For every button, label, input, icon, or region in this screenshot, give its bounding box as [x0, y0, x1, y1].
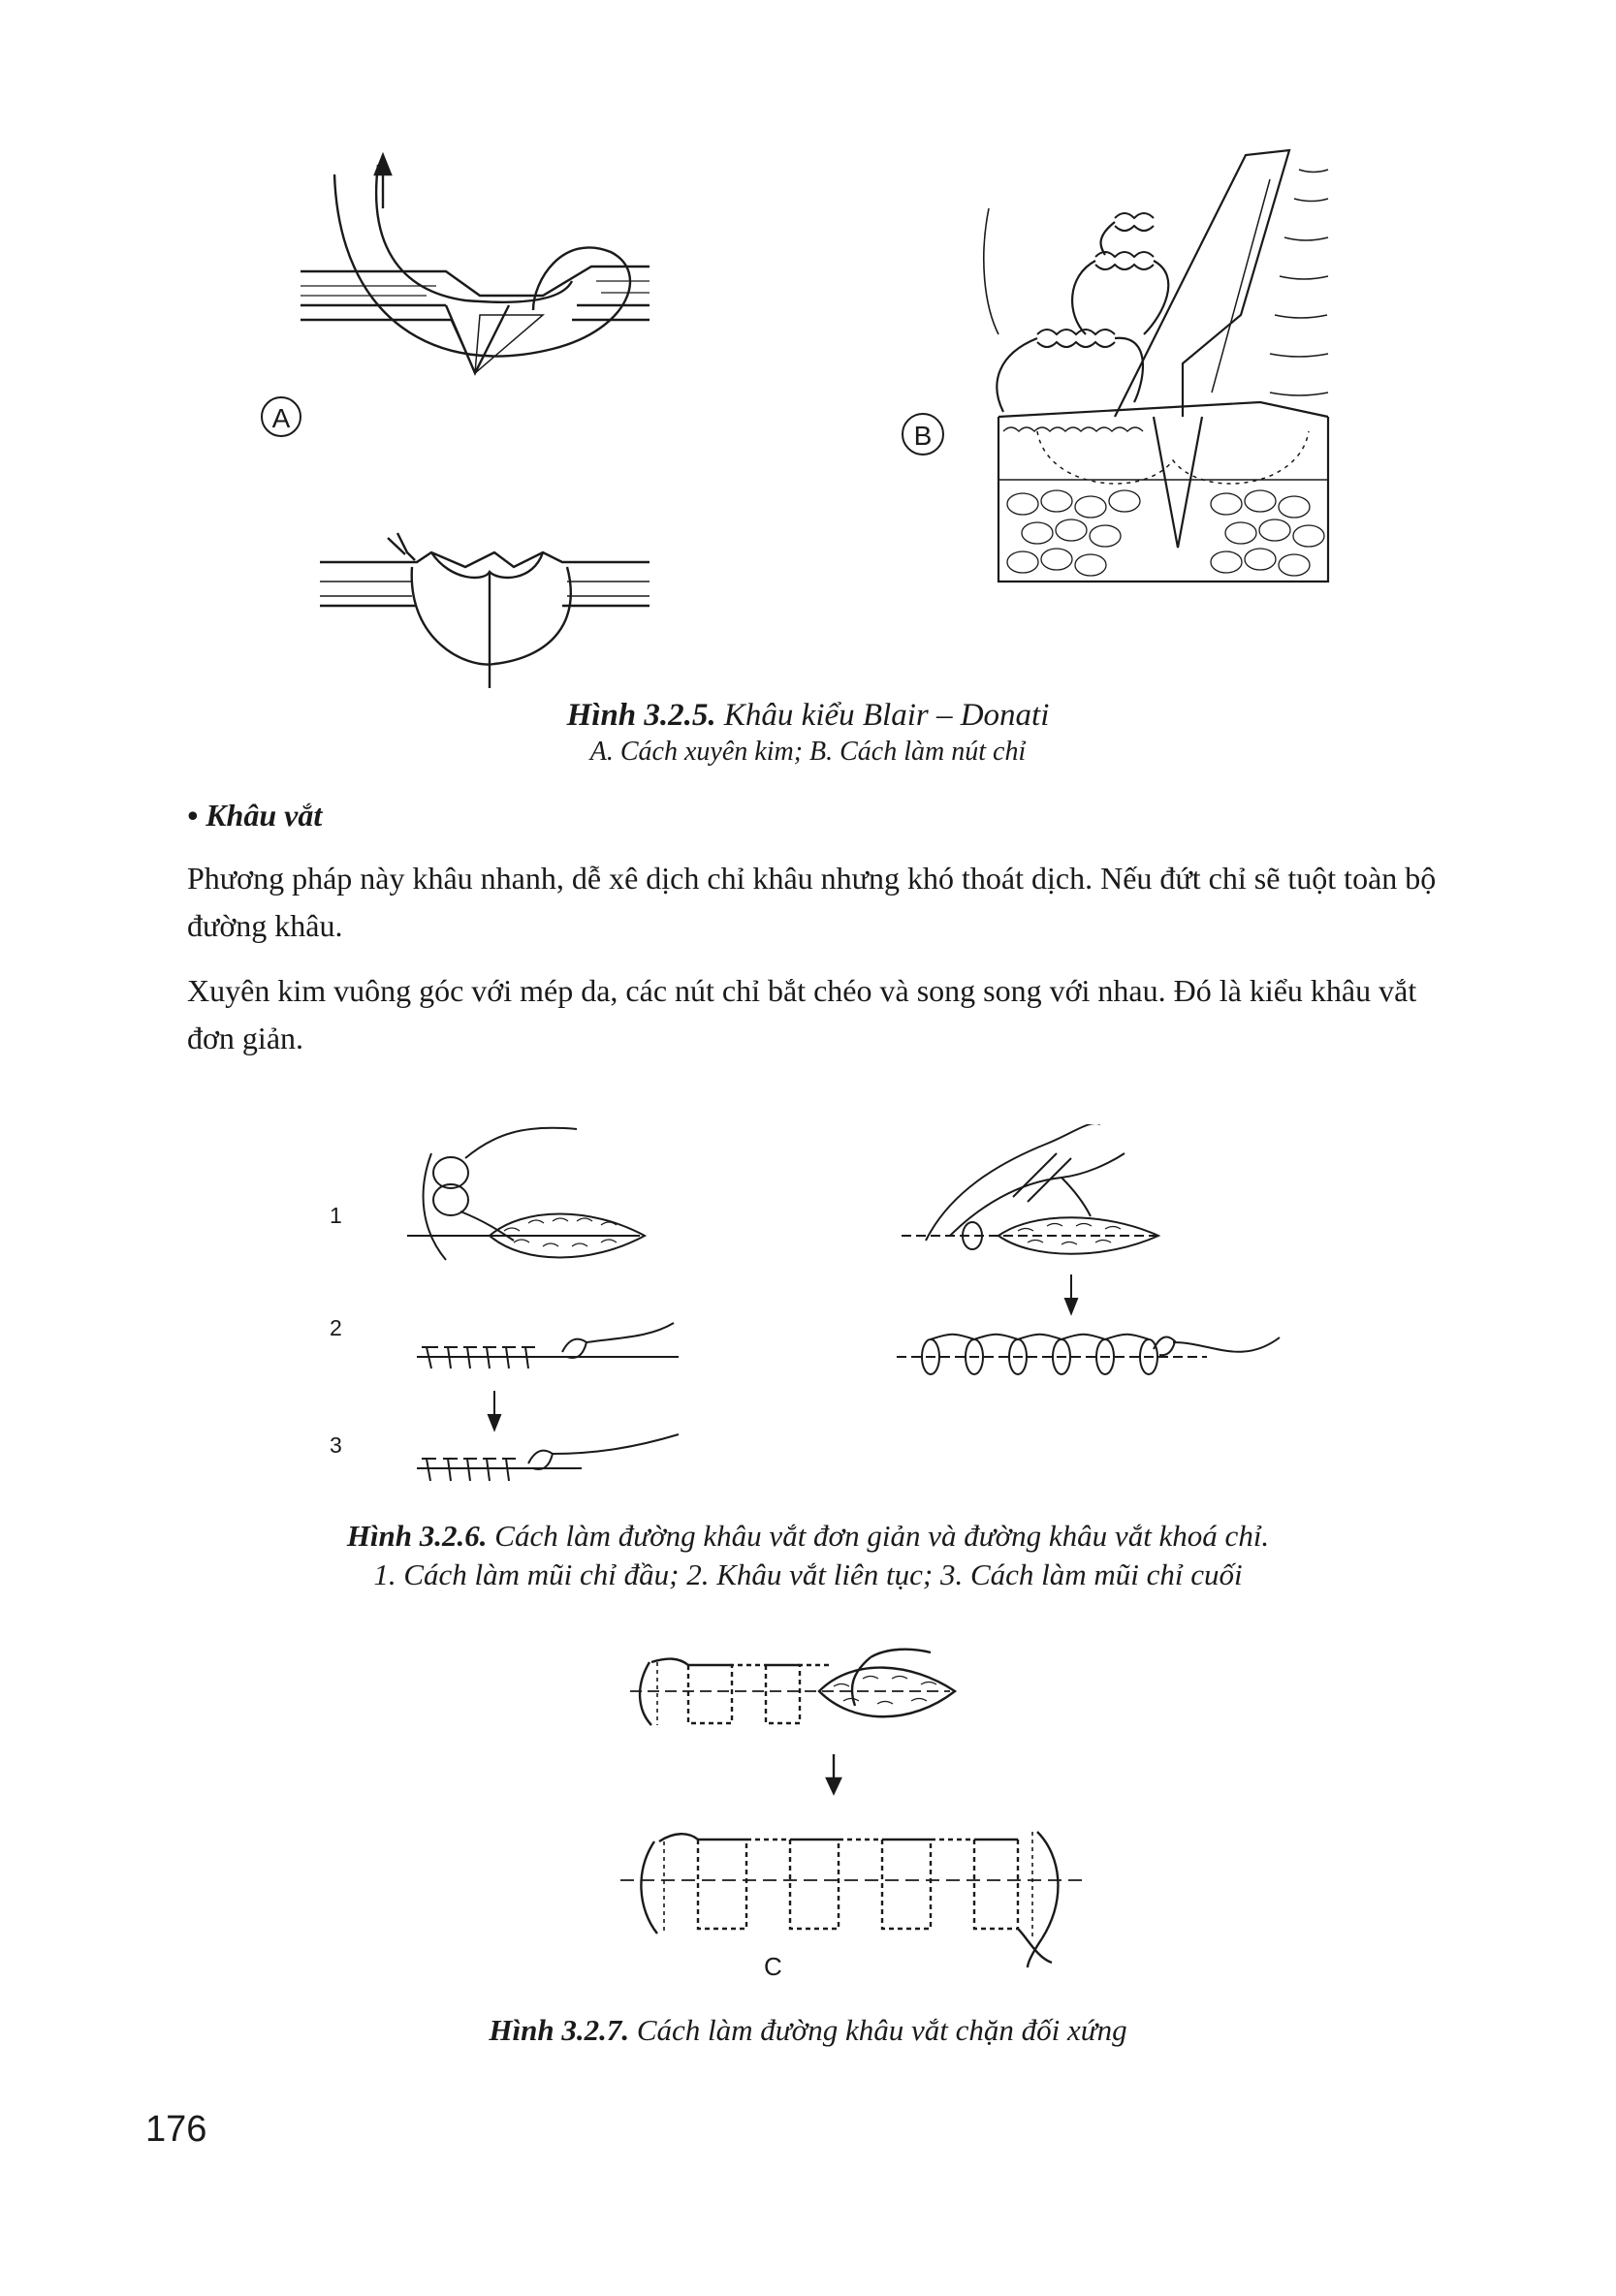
figure-3-2-6-step-2: 2 — [330, 1315, 342, 1340]
paragraph-1: Phương pháp này khâu nhanh, dễ xê dịch chỉ khâu nhưng khó thoát dịch. Nếu đứt chỉ sẽ tuột toàn bộ đường khâu. — [187, 861, 1437, 943]
bullet-dot: • — [187, 798, 206, 833]
figure-3-2-7-title: Cách làm đường khâu vắt chặn đối xứng — [629, 2013, 1127, 2047]
figure-3-2-6-step-3: 3 — [330, 1432, 342, 1458]
figure-3-2-5-a-illustration — [242, 126, 698, 688]
section-heading — [187, 798, 322, 833]
figure-3-2-6-step-1: 1 — [330, 1203, 342, 1228]
paragraph-2: Xuyên kim vuông góc với mép da, các nút chỉ bắt chéo và song song với nhau. Đó là kiểu khâu vắt đơn giản. — [187, 973, 1417, 1055]
figure-3-2-6-subtitle: 1. Cách làm mũi chỉ đầu; 2. Khâu vắt liên tục; 3. Cách làm mũi chỉ cuối — [373, 1557, 1243, 1591]
figure-3-2-7-title-bold: Hình 3.2.7. — [489, 2013, 630, 2047]
page-number: 176 — [145, 2109, 207, 2150]
figure-3-2-5-label-a: A — [271, 403, 291, 433]
figure-3-2-7-illustration — [620, 1648, 1086, 2006]
figure-3-2-7-caption — [0, 2011, 1616, 2050]
figure-3-2-5-b-illustration — [892, 141, 1347, 596]
figure-3-2-7-label-c: C — [764, 1952, 782, 1981]
figure-3-2-5-title-bold: Hình 3.2.5. — [566, 698, 716, 733]
figure-3-2-5-label-b: B — [913, 421, 933, 451]
figure-3-2-6-left-illustration — [407, 1115, 717, 1483]
figure-3-2-5-title: Khâu kiểu Blair – Donati — [715, 698, 1050, 733]
figure-3-2-6-caption — [0, 1517, 1616, 1594]
figure-3-2-6-title: Cách làm đường khâu vắt đơn giản và đường khâu vắt khoá chỉ. — [487, 1519, 1270, 1553]
figure-3-2-6-title-bold: Hình 3.2.6. — [346, 1519, 488, 1553]
section-heading-text: Khâu vắt — [206, 798, 323, 833]
figure-3-2-5-caption — [0, 696, 1616, 770]
figure-3-2-6-right-illustration — [892, 1124, 1299, 1396]
figure-3-2-5-subtitle: A. Cách xuyên kim; B. Cách làm nút chỉ — [589, 737, 1027, 767]
